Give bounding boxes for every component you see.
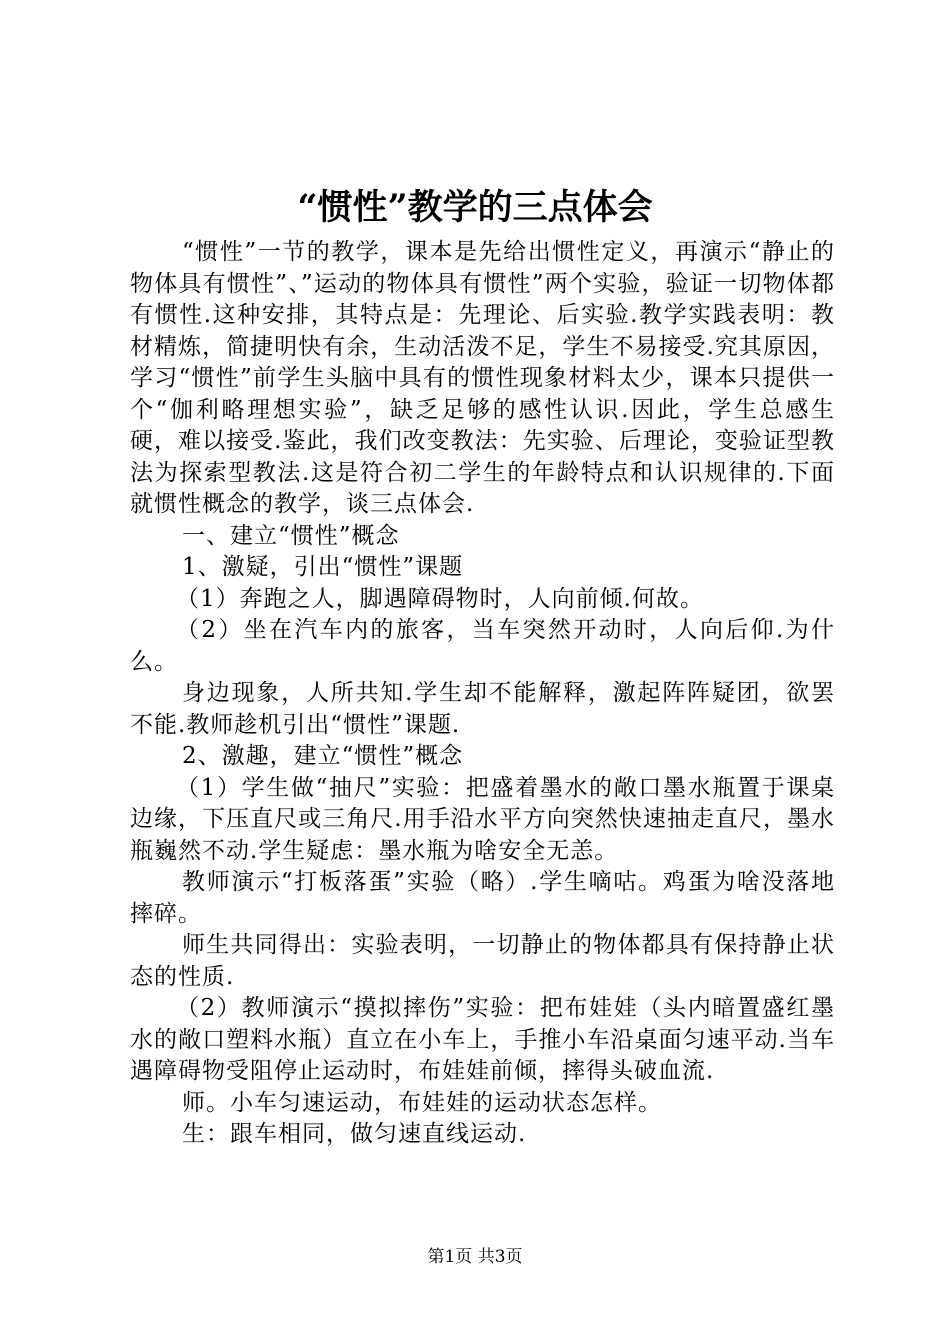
subsection-heading: 1、激疑，引出“惯性”课题 [182,554,464,580]
document-title: “惯性”教学的三点体会 [297,187,653,228]
dialogue-line: 师。小车匀速运动，布娃娃的运动状态怎样。 [182,1089,662,1116]
dialogue-line: 生：跟车相同，做匀速直线运动. [182,1121,527,1147]
paragraph: 师生共同得出：实验表明，一切静止的物体都具有保持静止状态的性质. [130,932,835,990]
list-item: （2）教师演示“摸拟摔伤”实验：把布娃娃（头内暗置盛红墨水的敞口塑料水瓶）直立在小车上，手推小车沿桌面匀速平动.当车遇障碍物受阻停止运动时，布娃娃前倾，摔得头破血流. [130,995,835,1084]
page-footer: 第1页 共3页 [427,1247,523,1267]
list-item: （1）奔跑之人，脚遇障碍物时，人向前倾.何故。 [176,585,704,612]
section-heading: 一、建立“惯性”概念 [182,522,400,549]
list-item: （1）学生做“抽尺”实验：把盛着墨水的敞口墨水瓶置于课桌边缘，下压直尺或三角尺.用手沿水平方向突然快速抽走直尺，墨水瓶巍然不动.学生疑虑：墨水瓶为啥安全无恙。 [130,774,835,864]
document-body [130,237,835,1151]
paragraph: 教师演示“打板落蛋”实验（略）.学生嘀咕。鸡蛋为啥没落地摔碎。 [130,869,835,927]
list-item: （2）坐在汽车内的旅客，当车突然开动时，人向后仰.为什么。 [130,617,835,675]
paragraph: 身边现象，人所共知.学生却不能解释，激起阵阵疑团，欲罢不能.教师趁机引出“惯性”课题. [130,680,835,738]
subsection-heading: 2、激趣，建立“惯性”概念 [182,743,464,769]
paragraph-intro: “惯性”一节的教学，课本是先给出惯性定义，再演示“静止的物体具有惯性”、”运动的物体具有惯性”两个实验，验证一切物体都有惯性.这种安排，其特点是：先理论、后实验.教学实践表明：教材精炼，简捷明快有余，生动活泼不足，学生不易接受.究其原因，学习“惯性”前学生头脑中具有的惯性现象材料太少，课本只提供一个“伽利略理想实验”，缺乏足够的感性认识.因此，学生总感生硬，难以接受.鉴此，我们改变教法：先实验、后理论，变验证型教法为探索型教法.这是符合初二学生的年龄特点和认识规律的.下面就惯性概念的教学，谈三点体会. [130,239,835,517]
